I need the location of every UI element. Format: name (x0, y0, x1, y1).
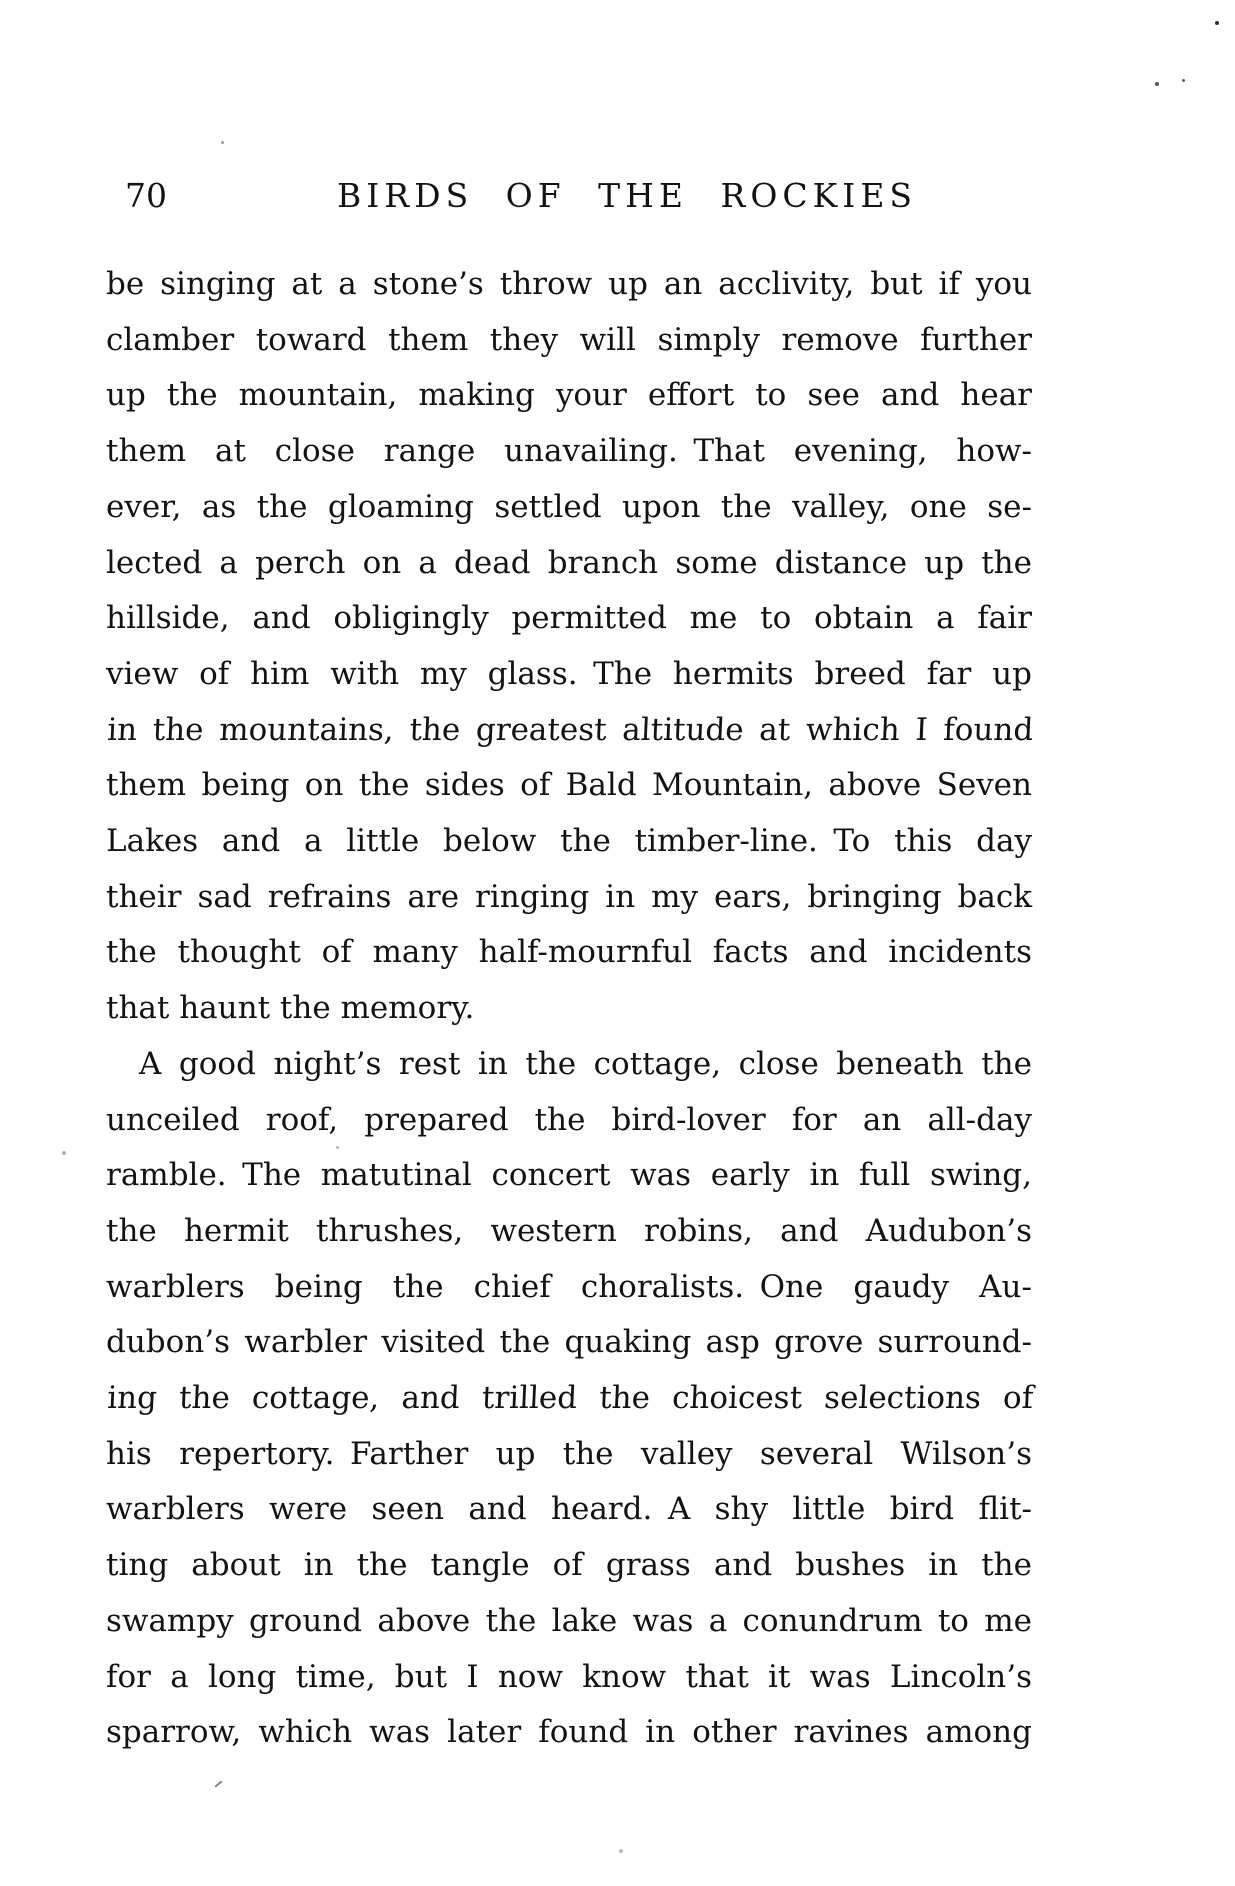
paragraph (106, 257, 1035, 1037)
text-line: their sad refrains are ringing in my ears, bringing back (106, 878, 1032, 915)
text-line: warblers being the chief choralists. One gaudy Au- (106, 1268, 1032, 1305)
text-line: ting about in the tangle of grass and bushes in the (106, 1547, 1032, 1584)
scan-speck (221, 141, 224, 144)
text-line: unceiled roof, prepared the bird-lover for an all-day (106, 1101, 1032, 1138)
text-line: A good night’s rest in the cottage, close beneath the (139, 1045, 1032, 1082)
text-line: them at close range unavailing. That evening, how- (106, 433, 1032, 470)
text-line: ever, as the gloaming settled upon the valley, one se- (106, 488, 1032, 525)
scan-speck (1182, 79, 1185, 82)
text-line: the thought of many half-mournful facts and incidents (106, 934, 1032, 971)
text-line: be singing at a stone’s throw up an acclivity, but if you (106, 266, 1032, 302)
text-line: warblers were seen and heard. A shy little bird flit- (106, 1491, 1032, 1528)
scan-speck (1155, 82, 1159, 86)
scan-speck (1215, 21, 1219, 25)
text-line: dubon’s warbler visited the quaking asp grove surround- (106, 1324, 1032, 1361)
text-line: ramble. The matutinal concert was early in full swing, (106, 1157, 1032, 1194)
text-line: ing the cottage, and trilled the choicest selections of (106, 1380, 1035, 1417)
scan-speck (619, 1849, 623, 1853)
scan-speck (62, 1151, 66, 1155)
text-line: for a long time, but I now know that it was Lincoln’s (106, 1658, 1032, 1695)
text-line: lected a perch on a dead branch some distance up the (106, 544, 1032, 581)
page-number: 70 (125, 176, 167, 215)
text-line: them being on the sides of Bald Mountain, above Seven (106, 767, 1032, 804)
text-line: swampy ground above the lake was a conundrum to me (106, 1602, 1032, 1639)
text-line: his repertory. Farther up the valley several Wilson’s (106, 1435, 1032, 1472)
text-line: the hermit thrushes, western robins, and Audubon’s (106, 1212, 1032, 1249)
page-header (0, 176, 1235, 218)
text-line: in the mountains, the greatest altitude at which I found (106, 711, 1035, 748)
text-line: up the mountain, making your effort to see and hear (106, 377, 1032, 414)
page-body (106, 257, 1035, 1761)
text-line: clamber toward them they will simply remove further (106, 321, 1032, 358)
paragraph (106, 1037, 1035, 1761)
scan-speck (214, 1780, 222, 1787)
scan-speck (336, 1146, 339, 1149)
text-line: Lakes and a little below the timber-line. To this day (106, 823, 1032, 860)
text-line: that haunt the memory. (106, 990, 475, 1027)
text-line: hillside, and obligingly permitted me to obtain a fair (106, 600, 1032, 637)
running-title: BIRDS OF THE ROCKIES (336, 176, 918, 215)
text-line: view of him with my glass. The hermits breed far up (106, 655, 1032, 692)
text-line: sparrow, which was later found in other ravines among (106, 1714, 1032, 1751)
